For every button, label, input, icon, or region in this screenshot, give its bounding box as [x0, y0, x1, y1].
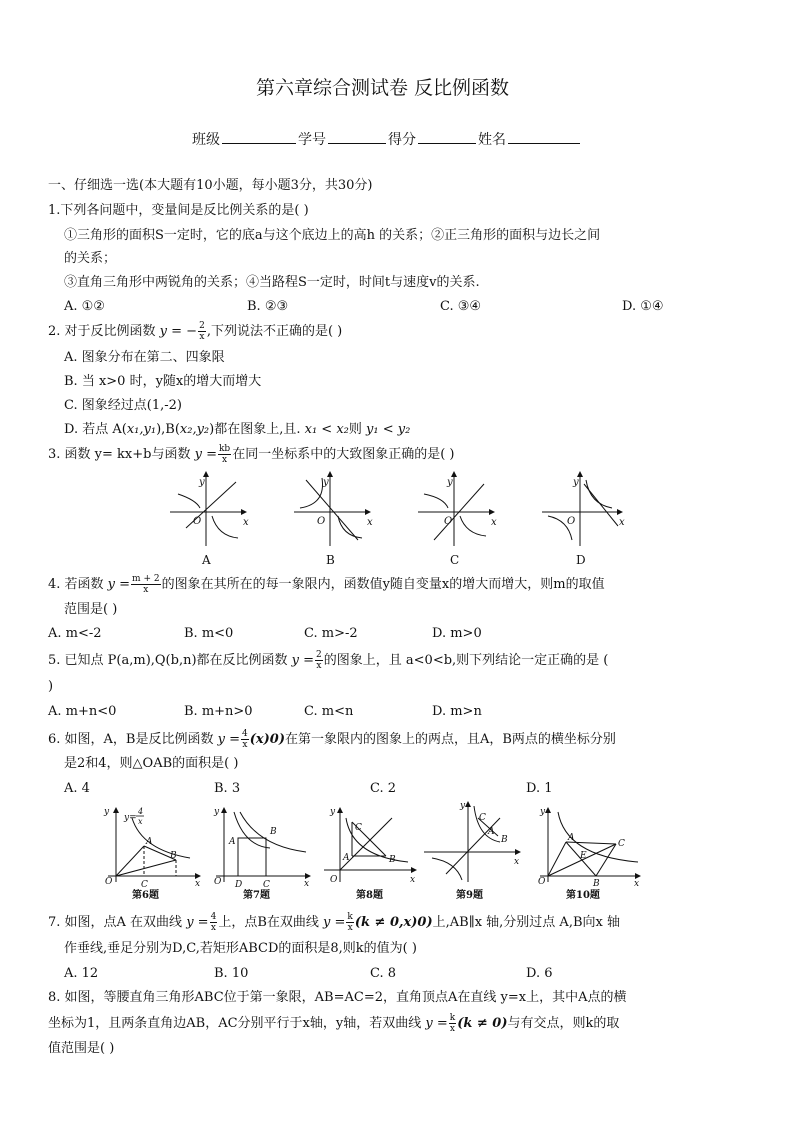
f7-y-label: y	[214, 807, 220, 817]
f6-x-label: x	[195, 879, 201, 889]
q1-option-b[interactable]: B. ②③	[247, 299, 289, 314]
f6-point-a: A	[146, 837, 153, 847]
f9-x-label: x	[514, 857, 520, 867]
name-label: 姓名	[478, 132, 506, 148]
f6-y-label: y	[104, 807, 110, 817]
q8-frac-num: k	[449, 1013, 456, 1023]
q3b-x-label: x	[367, 517, 373, 528]
q6-line2: 是2和4，则△OAB的面积是( )	[64, 756, 239, 771]
q2-option-c[interactable]: C. 图象经过点(1,-2)	[64, 398, 182, 413]
q8-frac-den: x	[449, 1024, 455, 1034]
q7-option-d[interactable]: D. 6	[526, 966, 553, 981]
q5-frac-num: 2	[316, 650, 322, 660]
f8-point-c: C	[355, 823, 362, 833]
q6-frac-den: x	[242, 740, 248, 750]
q7-frac1-num: 4	[210, 912, 217, 922]
q6-option-c[interactable]: C. 2	[370, 781, 397, 796]
q3-frac-den: x	[222, 455, 228, 465]
q7-fraction1	[210, 912, 218, 933]
q2-stem-text: 2. 对于反比例函数	[48, 324, 160, 339]
q5-stem-text: 5. 已知点 P(a,m),Q(b,n)都在反比例函数	[48, 653, 292, 668]
q2-optd-condition: x₁ < x₂	[304, 422, 349, 437]
f8-y-label: y	[330, 807, 336, 817]
q3d-origin: O	[567, 516, 576, 527]
q2-frac-num: 2	[199, 321, 205, 331]
q8-condition: (k ≠ 0)	[457, 1016, 508, 1031]
f9-y-label: y	[460, 801, 466, 811]
q4-frac-num: m + 2	[132, 574, 160, 584]
q2-option-a[interactable]: A. 图象分布在第二、四象限	[64, 350, 225, 365]
f6-point-b: B	[170, 851, 177, 861]
q7-option-b[interactable]: B. 10	[214, 966, 249, 981]
q7-fraction2	[346, 912, 353, 933]
q5-frac-den: x	[316, 661, 322, 671]
q3-stem-text-2: 在同一坐标系中的大致图象正确的是( )	[232, 447, 455, 462]
q3-graph-b[interactable]	[294, 472, 370, 546]
q1-stem: 1.下列各问题中，变量间是反比例关系的是( )	[48, 203, 309, 218]
q7-stem-text-2: 上，点B在双曲线	[218, 915, 323, 930]
q7-stem	[48, 912, 620, 933]
f10-point-b: B	[593, 879, 600, 889]
f8-point-a: A	[343, 853, 350, 863]
q8-line2-text: 坐标为1，且两条直角边AB，AC分别平行于x轴，y轴，若双曲线	[48, 1016, 426, 1031]
q7-line2: 作垂线,垂足分别为D,C,若矩形ABCD的面积是8,则k的值为( )	[64, 941, 417, 956]
q8-line2	[48, 1013, 619, 1034]
q5-option-c[interactable]: C. m<n	[304, 704, 354, 719]
f9-point-c: C	[479, 813, 486, 823]
f6-caption: 第6题	[132, 890, 159, 901]
class-label: 班级	[192, 132, 220, 148]
q2-optd-coords-b: x₂,y₂	[179, 422, 210, 437]
q2-optd-text: D. 若点 A(	[64, 422, 127, 437]
f9-caption: 第9题	[456, 890, 483, 901]
q3-label-d[interactable]: D	[576, 553, 586, 567]
q4-stem-text: 4. 若函数	[48, 577, 108, 592]
f10-caption: 第10题	[566, 890, 600, 901]
f6-frac-den: x	[138, 817, 143, 826]
q3-graph-d[interactable]	[542, 472, 622, 546]
q3-label-a[interactable]: A	[202, 553, 211, 567]
f10-x-label: x	[634, 879, 640, 889]
q3-label-b[interactable]: B	[326, 553, 335, 567]
section-heading: 一、仔细选一选(本大题有10小题，每小题3分，共30分)	[48, 178, 373, 193]
q2-optd-coords-a: x₁,y₁	[126, 422, 157, 437]
q3d-x-label: x	[619, 517, 625, 528]
q7-option-c[interactable]: C. 8	[370, 966, 397, 981]
q3a-x-label: x	[243, 517, 249, 528]
f8-caption: 第8题	[356, 890, 383, 901]
f6-func-label: y=	[124, 813, 137, 823]
q6-stem-text: 6. 如图，A，B是反比例函数	[48, 732, 218, 747]
q5-line2: )	[48, 679, 54, 694]
f7-point-c: C	[263, 880, 270, 890]
q2-stem-text-2: ,下列说法不正确的是( )	[206, 324, 343, 339]
q4-option-b[interactable]: B. m<0	[184, 626, 234, 641]
figure-6	[108, 808, 200, 882]
q5-fraction	[315, 650, 323, 671]
q1-line2: 的关系；	[64, 251, 117, 266]
f8-origin: O	[330, 875, 338, 885]
score-label: 得分	[388, 132, 416, 148]
f6-point-c: C	[141, 880, 148, 890]
q3a-y-label: y	[199, 477, 205, 488]
q8-func: y =	[425, 1016, 448, 1031]
q1-line1: ①三角形的面积S一定时，它的底a与这个底边上的高h 的关系；②正三角形的面积与边长之间	[64, 228, 601, 243]
q4-stem	[48, 574, 605, 595]
q5-stem-text-2: 的图象上，且 a<0<b,则下列结论一定正确的是 (	[323, 653, 609, 668]
q7-stem-text: 7. 如图，点A 在双曲线	[48, 915, 187, 930]
q2-func: y = −	[159, 324, 198, 339]
q1-option-d[interactable]: D. ①④	[622, 299, 664, 314]
q3c-y-label: y	[447, 477, 453, 488]
f7-origin: O	[214, 877, 222, 887]
q7-frac2-num: k	[347, 912, 353, 922]
q6-func-domain: (x)0)	[249, 732, 285, 747]
f9-point-b: B	[501, 835, 508, 845]
q7-condition: (k ≠ 0,x)0)	[354, 915, 433, 930]
q6-func: y =	[217, 732, 240, 747]
q8-line2-text-2: 与有交点，则k的取	[507, 1016, 620, 1031]
f10-point-e: E	[580, 851, 587, 861]
q6-option-a[interactable]: A. 4	[64, 781, 90, 796]
f10-y-label: y	[540, 807, 546, 817]
f7-point-b: B	[270, 827, 277, 837]
q6-stem	[48, 729, 616, 750]
q1-line3: ③直角三角形中两锐角的关系；④当路程S一定时，时间t与速度v的关系.	[64, 275, 480, 290]
f7-point-a: A	[229, 837, 236, 847]
q4-option-a[interactable]: A. m<-2	[48, 626, 102, 641]
f6-origin: O	[105, 877, 113, 887]
q3-label-c[interactable]: C	[450, 553, 460, 567]
q7-frac2-den: x	[347, 923, 353, 933]
q5-option-d[interactable]: D. m>n	[432, 704, 482, 719]
q5-option-b[interactable]: B. m+n>0	[184, 704, 253, 719]
f7-point-d: D	[235, 880, 243, 890]
q3d-y-label: y	[573, 477, 579, 488]
q4-option-d[interactable]: D. m>0	[432, 626, 482, 641]
q3b-y-label: y	[323, 477, 329, 488]
q5-stem	[48, 650, 608, 671]
f7-x-label: x	[304, 879, 310, 889]
q7-stem-text-3: 上,AB∥x 轴,分别过点 A,B向x 轴	[432, 915, 620, 930]
q3c-x-label: x	[491, 517, 497, 528]
q2-optd-text-2: ),B(	[156, 422, 180, 437]
q3-func: y =	[194, 447, 217, 462]
q8-line1: 8. 如图，等腰直角三角形ABC位于第一象限，AB=AC=2，直角顶点A在直线 y=x上，其中A点的横	[48, 990, 627, 1005]
f10-point-a: A	[568, 833, 575, 843]
f10-point-c: C	[618, 839, 625, 849]
f8-point-b: B	[389, 855, 396, 865]
q3a-origin: O	[193, 516, 202, 527]
q4-line2: 范围是( )	[64, 602, 118, 617]
q4-option-c[interactable]: C. m>-2	[304, 626, 358, 641]
f9-point-a: A	[488, 827, 495, 837]
q3-stem-text: 3. 函数 y= kx+b与函数	[48, 447, 195, 462]
q4-stem-text-2: 的图象在其所在的每一象限内，函数值y随自变量x的增大而增大，则m的取值	[161, 577, 605, 592]
q3-graph-a[interactable]	[170, 472, 246, 546]
q5-func: y =	[291, 653, 315, 668]
q6-fraction	[241, 729, 249, 750]
q2-optd-text-4: 则	[348, 422, 367, 437]
q2-frac-den: x	[199, 332, 205, 342]
f8-x-label: x	[410, 875, 416, 885]
q7-option-a[interactable]: A. 12	[64, 966, 99, 981]
q1-option-c[interactable]: C. ③④	[440, 299, 482, 314]
q6-option-d[interactable]: D. 1	[526, 781, 553, 796]
q7-frac1-den: x	[210, 923, 216, 933]
q3-frac-num: kb	[218, 444, 231, 454]
q3-graph-c[interactable]	[418, 472, 494, 546]
q4-fraction	[131, 574, 161, 595]
q6-stem-text-2: 在第一象限内的图象上的两点，且A，B两点的横坐标分别	[284, 732, 616, 747]
q3b-origin: O	[317, 516, 326, 527]
q3c-origin: O	[444, 516, 453, 527]
q2-optd-result: y₁ < y₂	[366, 422, 411, 437]
q6-frac-num: 4	[242, 729, 248, 739]
f10-origin: O	[538, 877, 546, 887]
figure-10	[540, 808, 640, 882]
f7-caption: 第7题	[243, 890, 270, 901]
q4-func: y =	[107, 577, 131, 592]
number-label: 学号	[298, 132, 326, 148]
q8-line3: 值范围是( )	[48, 1041, 115, 1056]
q7-func2: y =	[323, 915, 346, 930]
q5-option-a[interactable]: A. m+n<0	[48, 704, 117, 719]
q2-optd-text-3: )都在图象上,且.	[209, 422, 305, 437]
figure-8	[324, 808, 416, 882]
f6-frac-num: 4	[138, 807, 144, 816]
q1-option-a[interactable]: A. ①②	[64, 299, 105, 314]
q8-fraction	[449, 1013, 456, 1034]
page-title: 第六章综合测试卷 反比例函数	[256, 77, 510, 99]
q2-option-b[interactable]: B. 当 x>0 时，y随x的增大而增大	[64, 374, 262, 389]
q7-func1: y =	[186, 915, 209, 930]
q4-frac-den: x	[143, 585, 149, 595]
q6-option-b[interactable]: B. 3	[214, 781, 241, 796]
